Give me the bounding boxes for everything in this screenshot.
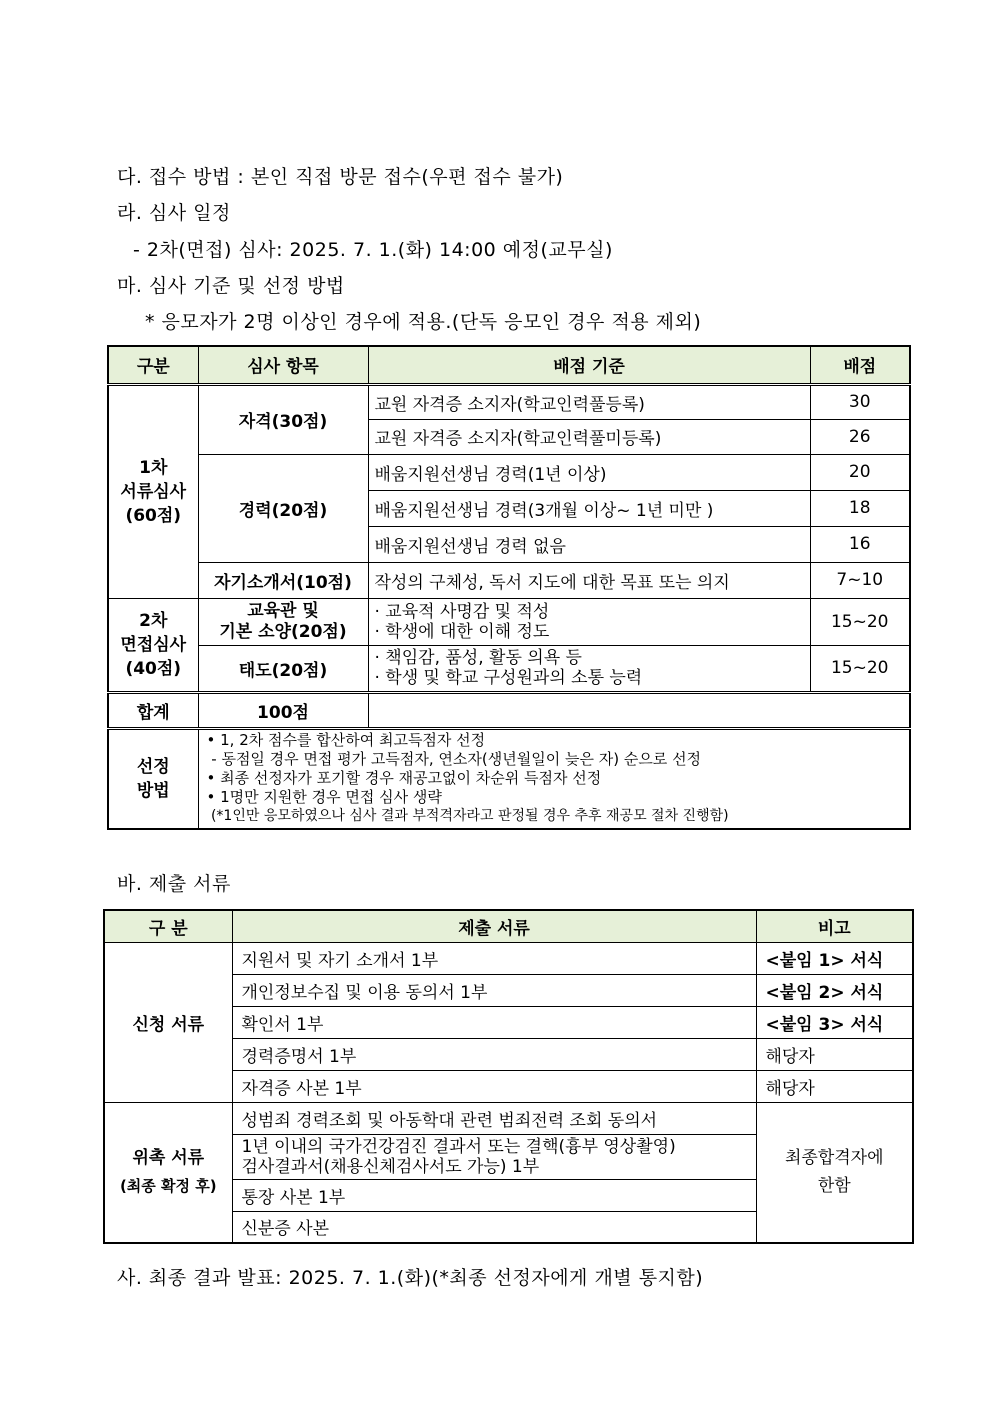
doc-row: 경력증명서 1부 [232, 1038, 756, 1070]
section-sa: 사. 최종 결과 발표: 2025. 7. 1.(화)(*최종 선정자에게 개별 통지함) [117, 1267, 704, 1289]
cat-self-intro: 자기소개서(10점) [198, 562, 368, 598]
stage1-label: 1차 서류심사 (60점) [108, 384, 198, 598]
section-ma: 마. 심사 기준 및 선정 방법 [117, 275, 345, 297]
cat-attitude: 태도(20점) [198, 645, 368, 692]
criteria-row: · 교육적 사명감 및 적성 · 학생에 대한 이해 정도 [368, 598, 810, 645]
total-value: 100점 [198, 692, 368, 728]
score-cell: 16 [810, 526, 910, 562]
header-score: 배점 [810, 346, 910, 384]
commission-label: 위촉 서류 [132, 1148, 205, 1169]
method-label: 선정 방법 [108, 728, 198, 829]
criteria-row: 작성의 구체성, 독서 지도에 대한 목표 또는 의지 [368, 562, 810, 598]
cat-career: 경력(20점) [198, 454, 368, 562]
header-note: 비고 [756, 910, 913, 942]
cat-education: 교육관 및 기본 소양(20점) [198, 598, 368, 645]
score-cell: 26 [810, 419, 910, 454]
doc-row: 자격증 사본 1부 [232, 1070, 756, 1102]
section-ra: 라. 심사 일정 [117, 202, 231, 224]
doc-row: 통장 사본 1부 [232, 1179, 756, 1211]
section-da: 다. 접수 방법 : 본인 직접 방문 접수(우편 접수 불가) [117, 166, 564, 188]
header-category: 구분 [108, 346, 198, 384]
total-empty [368, 692, 910, 728]
score-cell: 15~20 [810, 645, 910, 692]
doc-row: 확인서 1부 [232, 1006, 756, 1038]
criteria-row: 교원 자격증 소지자(학교인력풀등록) [368, 384, 810, 419]
doc-row: 1년 이내의 국가건강검진 결과서 또는 결핵(흉부 영상촬영) 검사결과서(채용신체검사서도 가능) 1부 [232, 1134, 756, 1179]
method-content [198, 728, 910, 829]
header-category: 구 분 [104, 910, 232, 942]
method-line: (*1인만 응모하였으나 심사 결과 부적격자라고 판정될 경우 추후 재공모 절차 진행함) [206, 808, 729, 825]
score-cell: 20 [810, 454, 910, 490]
commission-cell [104, 1102, 232, 1243]
doc-note: <붙임 3> 서식 [756, 1006, 913, 1038]
doc-row: 개인정보수집 및 이용 동의서 1부 [232, 974, 756, 1006]
method-line: • 최종 선정자가 포기할 경우 재공고없이 차순위 득점자 선정 [206, 769, 602, 788]
doc-note: 해당자 [756, 1038, 913, 1070]
section-ba: 바. 제출 서류 [117, 873, 231, 895]
doc-note: <붙임 2> 서식 [756, 974, 913, 1006]
section-ra-item: - 2차(면접) 심사: 2025. 7. 1.(화) 14:00 예정(교무실) [133, 239, 613, 261]
criteria-row: 배움지원선생님 경력 없음 [368, 526, 810, 562]
criteria-row: 배움지원선생님 경력(3개월 이상~ 1년 미만 ) [368, 490, 810, 526]
method-line: • 1명만 지원한 경우 면접 심사 생략 [206, 788, 442, 807]
criteria-row: · 책임감, 품성, 활동 의욕 등 · 학생 및 학교 구성원과의 소통 능력 [368, 645, 810, 692]
section-ma-note: * 응모자가 2명 이상인 경우에 적용.(단독 응모인 경우 적용 제외) [145, 311, 702, 333]
stage2-label: 2차 면접심사 (40점) [108, 598, 198, 692]
score-cell: 18 [810, 490, 910, 526]
method-line: - 동점일 경우 면접 평가 고득점자, 연소자(생년월일이 늦은 자) 순으로 선정 [206, 750, 702, 769]
criteria-row: 교원 자격증 소지자(학교인력풀미등록) [368, 419, 810, 454]
apply-label: 신청 서류 [104, 942, 232, 1102]
header-documents: 제출 서류 [232, 910, 756, 942]
header-item: 심사 항목 [198, 346, 368, 384]
doc-row: 성범죄 경력조회 및 아동학대 관련 범죄전력 조회 동의서 [232, 1102, 756, 1134]
cat-qualification: 자격(30점) [198, 384, 368, 454]
total-label: 합계 [108, 692, 198, 728]
doc-note: 해당자 [756, 1070, 913, 1102]
criteria-row: 배움지원선생님 경력(1년 이상) [368, 454, 810, 490]
documents-table [103, 909, 914, 1244]
score-cell: 30 [810, 384, 910, 419]
doc-row: 지원서 및 자기 소개서 1부 [232, 942, 756, 974]
doc-row: 신분증 사본 [232, 1211, 756, 1243]
score-cell: 15~20 [810, 598, 910, 645]
commission-note: 최종합격자에 한함 [756, 1102, 913, 1243]
header-criteria: 배점 기준 [368, 346, 810, 384]
commission-sub: (최종 확정 후) [119, 1177, 217, 1196]
score-cell: 7~10 [810, 562, 910, 598]
evaluation-table [107, 345, 911, 830]
method-line: • 1, 2차 점수를 합산하여 최고득점자 선정 [206, 731, 486, 750]
doc-note: <붙임 1> 서식 [756, 942, 913, 974]
